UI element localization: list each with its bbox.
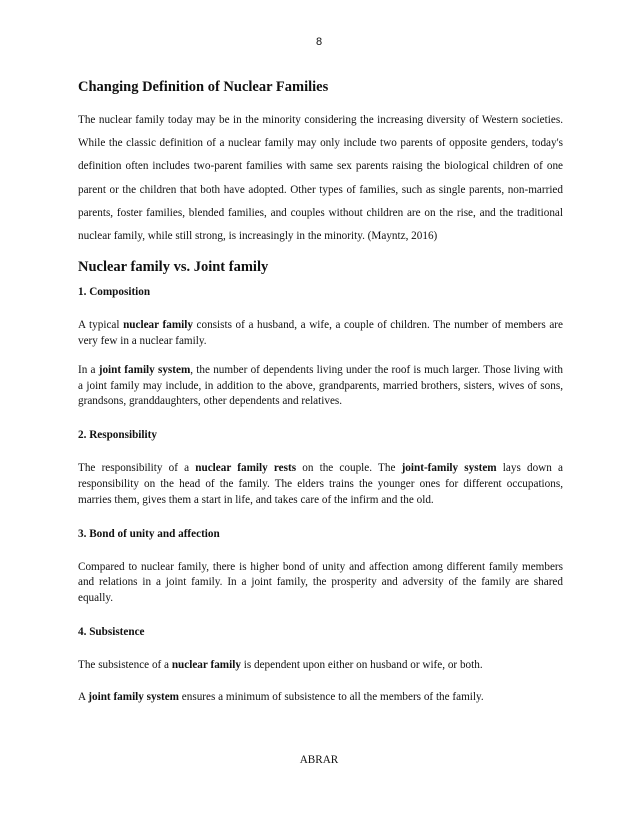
- subheading-subsistence: 4. Subsistence: [78, 625, 145, 638]
- paragraph-subsistence-nuclear: The subsistence of a nuclear family is dependent upon either on husband or wife, or both.: [78, 658, 483, 671]
- page-number: 8: [315, 36, 323, 48]
- page-content: [78, 78, 563, 719]
- paragraph-composition-nuclear: A typical nuclear family consists of a husband, a wife, a couple of children. The number of members are very few in a nuclear family.: [78, 319, 563, 348]
- paragraph-bond: Compared to nuclear family, there is higher bond of unity and affection among different family members and relations in a joint family. In a joint family, the prosperity and adversity of the family are shared equally.: [78, 560, 563, 605]
- paragraph-composition-joint: In a joint family system, the number of dependents living under the roof is much larger. Those living with a joint family may include, in addition to the above, grandparents, married brothers, sisters, wives of sons, grandsons, granddaughters, other dependents and relatives.: [78, 363, 563, 408]
- heading-nuclear-vs-joint: Nuclear family vs. Joint family: [78, 259, 269, 276]
- subheading-composition: 1. Composition: [78, 286, 151, 299]
- heading-changing-definition: Changing Definition of Nuclear Families: [78, 79, 329, 95]
- footer-author: ABRAR: [299, 754, 339, 766]
- subheading-bond: 3. Bond of unity and affection: [78, 527, 220, 540]
- subheading-responsibility: 2. Responsibility: [78, 429, 157, 442]
- paragraph-changing-definition: The nuclear family today may be in the minority considering the increasing diversity of Western societies. While the classic definition of a nuclear family may only include two parents of opposite genders, today's definition often includes two-parent families with same sex parents raising the biological children of one parent or the children that both have adopted. Other types of families, such as single parents, non-married parents, foster families, blended families, and couples without children are on the rise, and the traditional nuclear family, while still strong, is increasingly in the minority. (Mayntz, 2016): [78, 114, 563, 243]
- paragraph-responsibility: The responsibility of a nuclear family rests on the couple. The joint-family system lays down a responsibility on the head of the family. The elders trains the younger ones for different occupations, marries them, gives them a start in life, and takes care of the infirm and the old.: [78, 462, 563, 506]
- paragraph-subsistence-joint: A joint family system ensures a minimum of subsistence to all the members of the family.: [78, 690, 484, 703]
